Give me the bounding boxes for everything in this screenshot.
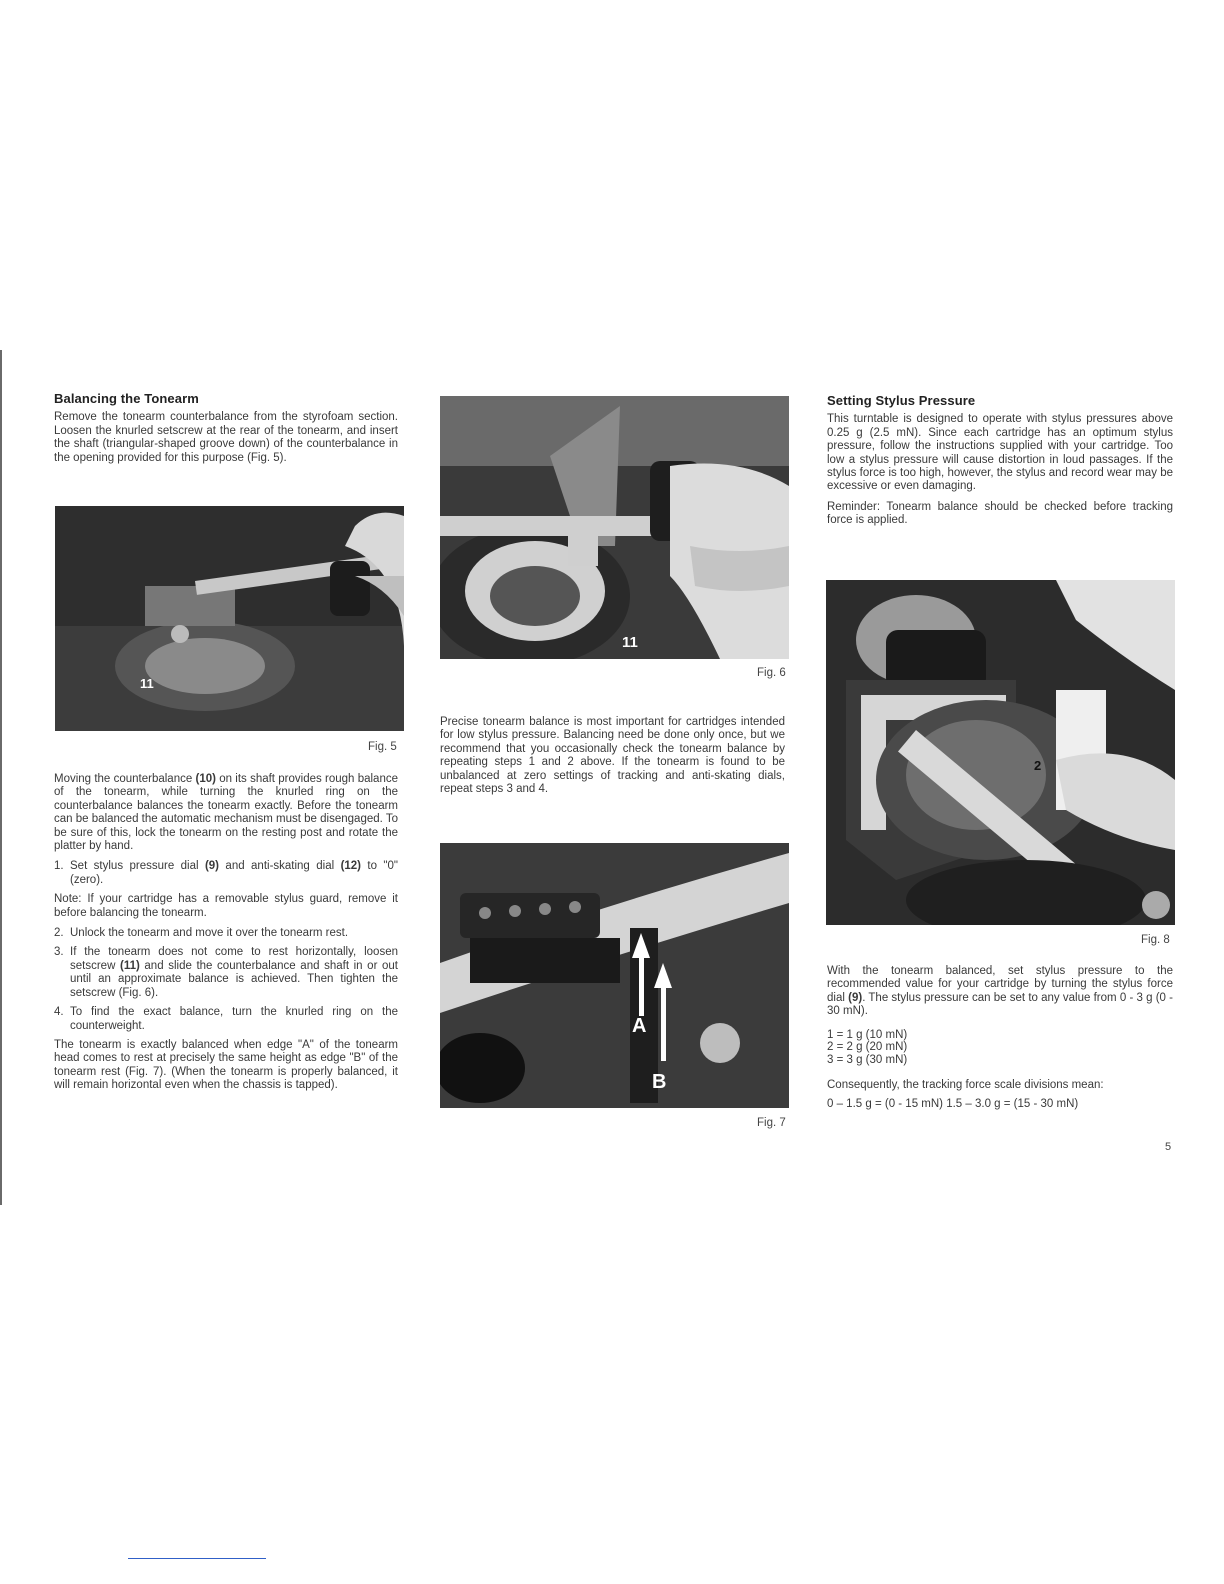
stylus-intro-paragraph: This turntable is designed to operate with stylus pressures above 0.25 g (2.5 mN). Since each cartridge has an optimum stylus pressure, follow the instructions supplied with your cartridge. Too low a stylus pressure will cause distortion in loud passages. If the stylus force is too high, however, the stylus and record wear may be excessive or even damaging. — [827, 413, 1173, 493]
figure-7-photo — [440, 843, 789, 1108]
fig8-callout-2: 2 — [1034, 758, 1042, 773]
balance-steps-list-2 — [54, 927, 398, 1033]
pressure-values-list — [827, 1029, 1173, 1067]
balance-steps-list-1 — [54, 860, 398, 887]
section-heading-balancing: Balancing the Tonearm — [54, 391, 199, 406]
counterbalance-paragraph: Moving the counterbalance (10) on its shaft provides rough balance of the tonearm, while turning the knurled ring on the counterbalance balances the tonearm exactly. Before the tonearm can be balanced the automatic mechanism must be disengaged. To be sure of this, lock the tonearm on the resting post and rotate the platter by hand. — [54, 773, 398, 853]
list-item: 4. To find the exact balance, turn the knurled ring on the counterweight. — [54, 1006, 398, 1032]
left-column — [54, 392, 398, 472]
page-number: 5 — [1165, 1141, 1172, 1153]
fig6-callout-11: 11 — [622, 634, 638, 651]
list-item: 1 = 1 g (10 mN) — [827, 1028, 908, 1041]
closing-paragraph: The tonearm is exactly balanced when edge "A" of the tonearm head comes to rest at precisely the same height as edge "B" of the tonearm rest (Fig. 7). (When the tonearm is properly balanced, it will remain horizontal even when the chassis is tapped). — [54, 1038, 398, 1092]
figure-6-caption: Fig. 6 — [757, 667, 786, 679]
fig7-label-b: B — [652, 1071, 667, 1093]
middle-column-text — [440, 716, 785, 803]
scan-edge-line — [0, 350, 2, 1205]
reminder-paragraph: Reminder: Tonearm balance should be checked before tracking force is applied. — [827, 500, 1173, 527]
right-column — [827, 394, 1173, 535]
consequently-line: Consequently, the tracking force scale divisions mean: — [827, 1079, 1104, 1092]
figure-5-caption: Fig. 5 — [368, 741, 397, 753]
list-item: 1. Set stylus pressure dial (9) and anti-skating dial (12) to "0" (zero). — [54, 860, 398, 886]
list-item: 3. If the tonearm does not come to rest horizontally, loosen setscrew (11) and slide the counterbalance and shaft in or out until an approximate balance is achieved. Then tighten the setscrew (Fig. 6). — [54, 946, 398, 999]
figure-7-caption: Fig. 7 — [757, 1117, 786, 1129]
stylus-guard-note: Note: If your cartridge has a removable stylus guard, remove it before balancing the tonearm. — [54, 893, 398, 919]
list-item: 2 = 2 g (20 mN) — [827, 1041, 908, 1054]
figure-8-photo — [826, 580, 1175, 925]
left-column-lower — [54, 773, 398, 1100]
intro-paragraph: Remove the tonearm counterbalance from the styrofoam section. Loosen the knurled setscrew at the rear of the tonearm, and insert the shaft (triangular-shaped groove down) of the counterbalance in the opening provided for this purpose (Fig. 5). — [54, 411, 398, 464]
fig5-callout-11: 11 — [140, 676, 154, 691]
precise-balance-paragraph: Precise tonearm balance is most important for cartridges intended for low stylus pressure. Balancing need be done only once, but we recommend that you occasionally check the tonearm balance by repeating steps 1 and 2 above. If the tonearm is found to be unbalanced at zero settings of tracking and anti-skating dials, repeat steps 3 and 4. — [440, 716, 785, 796]
stylus-pressure-paragraph: With the tonearm balanced, set stylus pressure to the recommended value for your cartridge by turning the stylus force dial (9). The stylus pressure can be set to any value from 0 - 3 g (0 - 30 mN). — [827, 965, 1173, 1018]
right-column-lower — [827, 965, 1173, 1119]
section-heading-stylus-pressure: Setting Stylus Pressure — [827, 393, 976, 408]
list-item: 3 = 3 g (30 mN) — [827, 1054, 908, 1067]
fig7-label-a: A — [632, 1015, 647, 1037]
figure-8-caption: Fig. 8 — [1141, 934, 1170, 946]
footnote-rule — [128, 1558, 266, 1559]
figure-5-photo — [55, 506, 404, 731]
figure-6-photo — [440, 396, 789, 659]
list-item: 2. Unlock the tonearm and move it over the tonearm rest. — [54, 927, 349, 940]
scale-divisions-line: 0 – 1.5 g = (0 - 15 mN) 1.5 – 3.0 g = (15 - 30 mN) — [827, 1098, 1079, 1111]
